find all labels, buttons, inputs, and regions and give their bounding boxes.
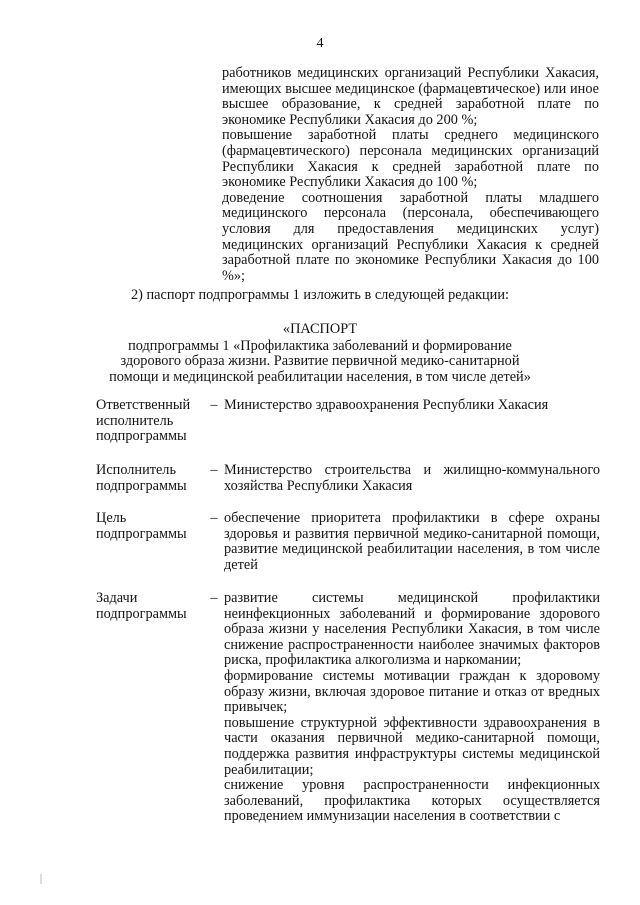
row-value-paragraph: формирование системы мотивации граждан к здоровому образу жизни, включая здоровое питание и отказ от вредных привычек;	[224, 667, 600, 716]
row-dash: –	[210, 397, 218, 413]
row-value-paragraph: Министерство здравоохранения Республики Хакасия	[224, 397, 549, 413]
passport-subtitle-line: здорового образа жизни. Развитие первичной медико-санитарной	[120, 353, 520, 370]
row-value-paragraph: Министерство строительства и жилищно-коммунального хозяйства Республики Хакасия	[224, 462, 600, 494]
row-value-paragraph: снижение уровня распространенности инфекционных заболеваний, профилактика которых осуществляется проведением иммунизации населения в соответствии с	[224, 777, 600, 825]
row-value-paragraph: обеспечение приоритета профилактики в сфере охраны здоровья и развития первичной медико-санитарной помощи, развитие медицинской реабилитации населения, в том числе детей	[224, 510, 600, 573]
row-value	[224, 591, 600, 825]
row-dash: –	[210, 462, 218, 478]
passport-heading	[0, 322, 640, 385]
row-value-paragraph: повышение структурной эффективности здравоохранения в части оказания первичной медико-санитарной помощи, поддержка развития инфраструктуры системы медицинской реабилитации;	[224, 714, 600, 778]
scan-speck	[40, 874, 42, 884]
amendment-text: 2) паспорт подпрограммы 1 изложить в следующей редакции:	[131, 287, 509, 303]
row-value-paragraph: развитие системы медицинской профилактики неинфекционных заболеваний и формирование здорового образа жизни у населения Республики Хакасия, в том числе снижение распространенности наиболее значимых факторов риска, профилактика алкоголизма и наркомании;	[224, 590, 600, 669]
passport-row-responsible	[96, 398, 600, 445]
intro-paragraph: повышение заработной платы среднего медицинского (фармацевтического) персонала медицинских организаций Республики Хакасия к средней заработной плате по экономике Республики Хакасия до 100 %;	[222, 127, 599, 191]
page-number: 4	[316, 36, 324, 51]
row-label: Задачи подпрограммы	[96, 590, 187, 622]
row-dash: –	[210, 510, 218, 526]
passport-subtitle-line: помощи и медицинской реабилитации населения, в том числе детей»	[109, 368, 531, 385]
row-label: Ответственный исполнитель подпрограммы	[96, 397, 191, 445]
row-value	[224, 398, 600, 445]
intro-paragraph: работников медицинских организаций Республики Хакасия, имеющих высшее медицинское (фармацевтическое) или иное высшее образование, к средней заработной плате по экономике Республики Хакасия до 200 %;	[222, 65, 599, 128]
row-value	[224, 511, 600, 573]
passport-row-goal	[96, 511, 600, 573]
row-label: Цель подпрограммы	[96, 510, 187, 542]
passport-row-tasks	[96, 591, 600, 825]
row-value	[224, 463, 600, 494]
intro-paragraph: доведение соотношения заработной платы младшего медицинского персонала (персонала, обеспечивающего условия для предоставления медицинских услуг) медицинских организаций Республики Хакасия к средней заработной плате по экономике Республики Хакасия до 100 %»;	[222, 189, 599, 284]
passport-row-executor	[96, 463, 600, 494]
passport-title: «ПАСПОРТ	[282, 321, 358, 337]
row-label: Исполнитель подпрограммы	[96, 462, 187, 494]
intro-block	[222, 66, 599, 284]
row-dash: –	[210, 590, 218, 606]
passport-subtitle-line: подпрограммы 1 «Профилактика заболеваний и формирование	[128, 337, 512, 354]
